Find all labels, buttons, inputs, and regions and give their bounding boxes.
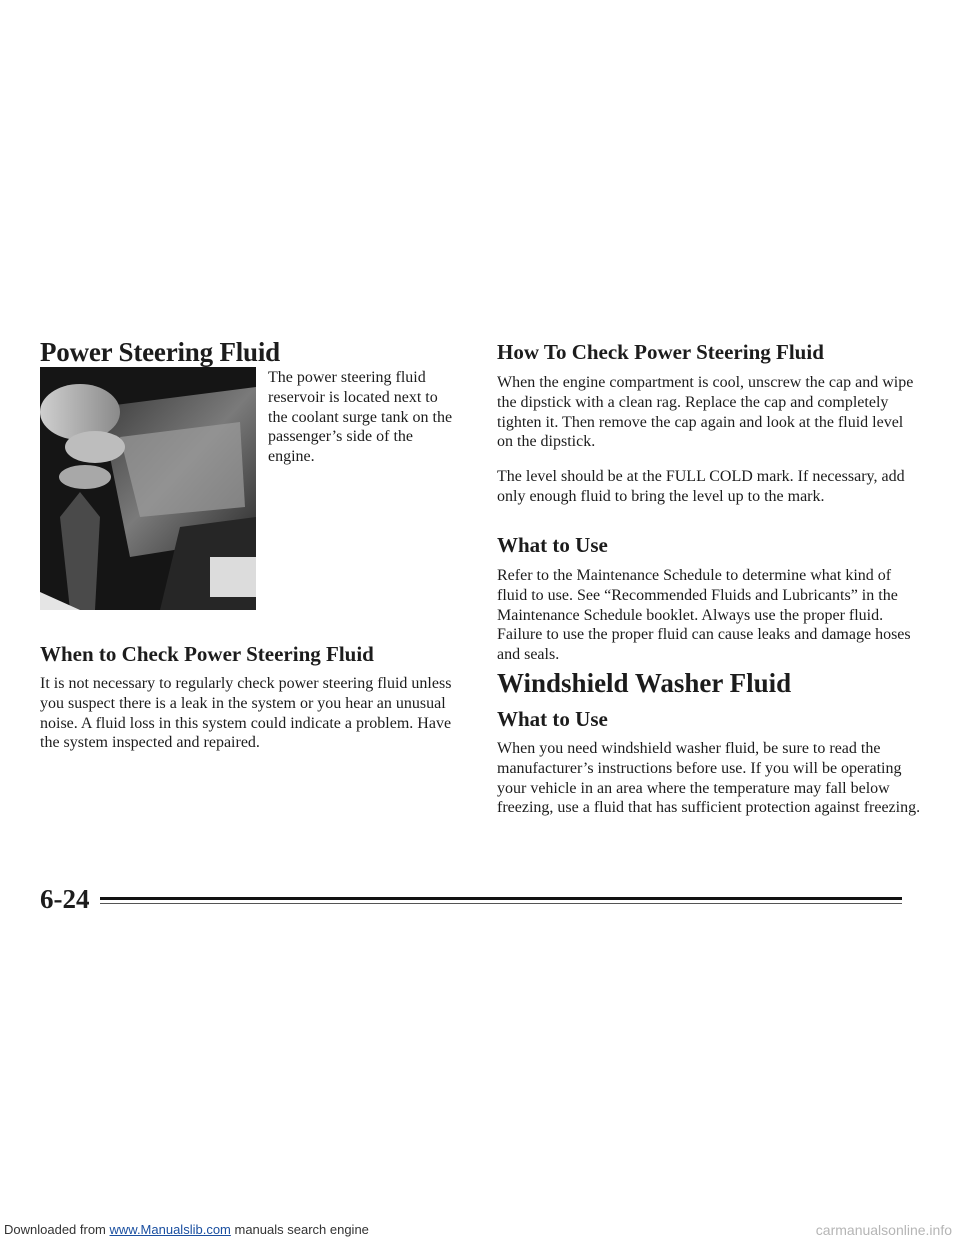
heading-how-to-check: How To Check Power Steering Fluid bbox=[497, 340, 824, 364]
heading-what-to-use-power-steering: What to Use bbox=[497, 533, 608, 557]
banner-suffix: manuals search engine bbox=[230, 1222, 369, 1237]
what-to-use-power-steering-text: Refer to the Maintenance Schedule to determine what kind of fluid to use. See “Recommended Fluids and Lubricants” in the Maintenance Schedule booklet. Always use the proper fluid. Failure to use the proper fluid can cause leaks and damage hoses and seals. bbox=[497, 567, 911, 664]
section-title-power-steering: Power Steering Fluid bbox=[40, 337, 280, 367]
when-to-check-text: It is not necessary to regularly check power steering fluid unless you suspect there is a leak in the system or you hear an unusual noise. A fluid loss in this system could indicate a problem. Have the system inspected and repaired. bbox=[40, 675, 452, 752]
banner-prefix: Downloaded from bbox=[4, 1222, 110, 1237]
manualslib-link[interactable]: www.Manualslib.com bbox=[109, 1222, 231, 1237]
how-to-check-paragraph-1: When the engine compartment is cool, unscrew the cap and wipe the dipstick with a clean rag. Replace the cap and completely tighten it. Then remove the cap again and look at the fluid level on the dipstick. bbox=[497, 374, 914, 451]
footer-rule-thick bbox=[100, 897, 902, 900]
heading-what-to-use-washer: What to Use bbox=[497, 707, 608, 731]
how-to-check-paragraph-2: The level should be at the FULL COLD mark. If necessary, add only enough fluid to bring the level up to the mark. bbox=[497, 468, 905, 505]
watermark-text: carmanualsonline.info bbox=[815, 1222, 952, 1238]
page-number: 6-24 bbox=[40, 884, 90, 914]
footer-rule-thin bbox=[100, 903, 902, 904]
section-title-windshield-washer: Windshield Washer Fluid bbox=[497, 668, 792, 698]
heading-when-to-check: When to Check Power Steering Fluid bbox=[40, 642, 374, 666]
power-steering-reservoir-photo bbox=[40, 367, 256, 610]
reservoir-location-text: The power steering fluid reservoir is located next to the coolant surge tank on the passenger’s side of the engine. bbox=[268, 369, 453, 466]
what-to-use-washer-text: When you need windshield washer fluid, be sure to read the manufacturer’s instructions before use. If you will be operating your vehicle in an area where the temperature may fall below freezing, use a fluid that has sufficient protection against freezing. bbox=[497, 740, 921, 817]
